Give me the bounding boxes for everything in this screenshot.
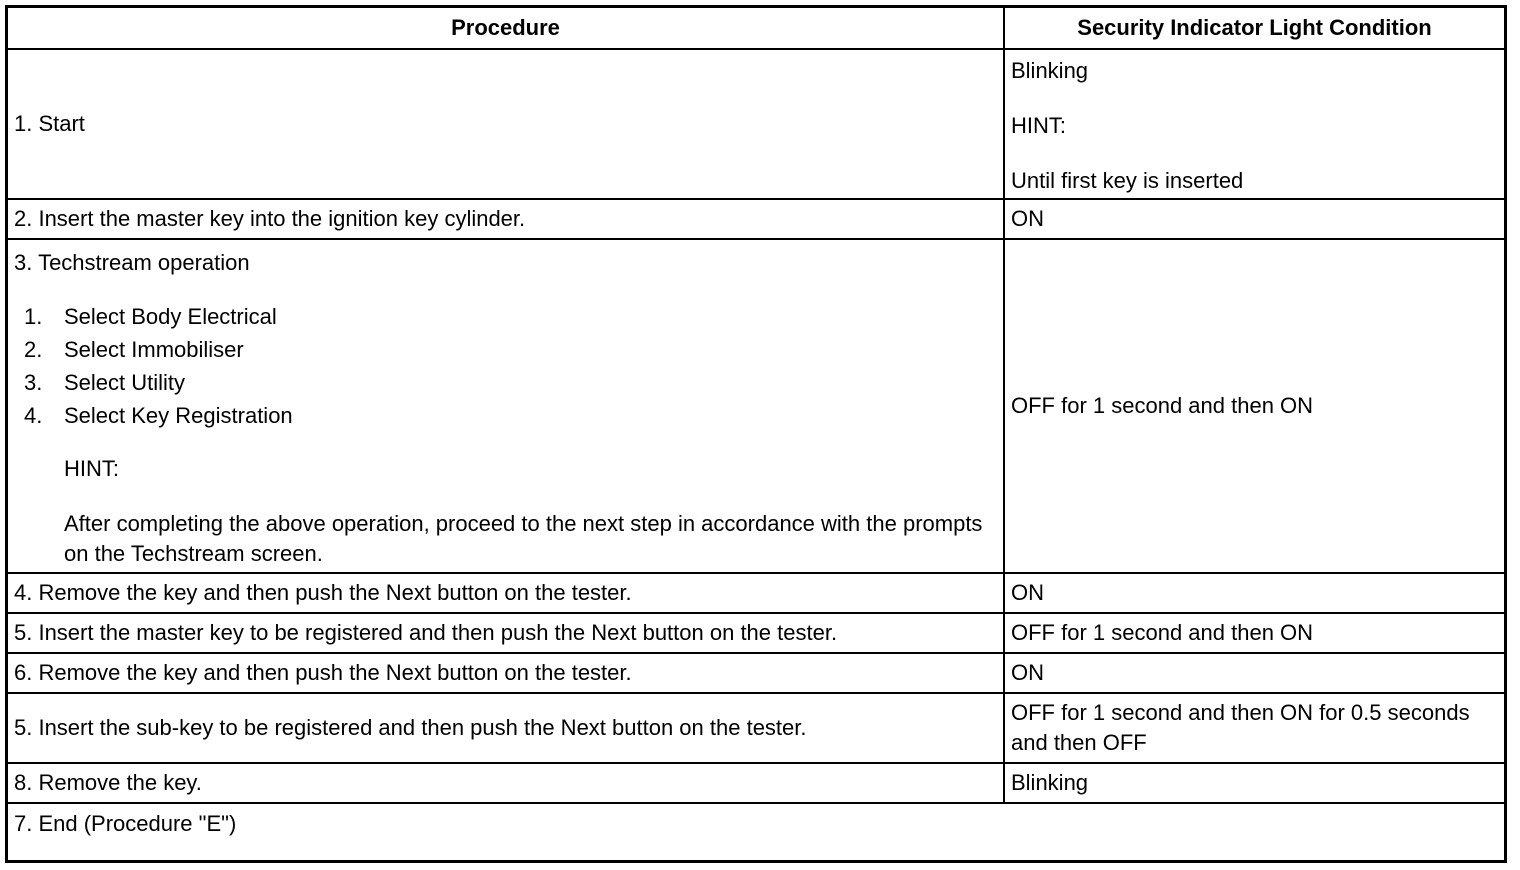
condition-cell: OFF for 1 second and then ON xyxy=(1004,613,1504,653)
procedure-cell-end: 7. End (Procedure "E") xyxy=(8,803,1504,843)
step-number: 3. xyxy=(24,370,43,395)
table-row xyxy=(8,763,1504,803)
table-row xyxy=(8,573,1504,613)
condition-cell: OFF for 1 second and then ON xyxy=(1004,239,1504,573)
hint-text: Until first key is inserted xyxy=(1011,168,1244,193)
table-row xyxy=(8,613,1504,653)
procedure-cell: 6. Remove the key and then push the Next button on the tester. xyxy=(8,653,1004,693)
procedure-cell: 8. Remove the key. xyxy=(8,763,1004,803)
procedure-table xyxy=(8,8,1504,843)
procedure-cell xyxy=(8,239,1004,573)
procedure-cell: 4. Remove the key and then push the Next button on the tester. xyxy=(8,573,1004,613)
header-procedure: Procedure xyxy=(8,8,1004,49)
condition-text: Blinking xyxy=(1011,58,1089,83)
list-item xyxy=(14,300,997,333)
table-row xyxy=(8,239,1504,573)
list-item xyxy=(14,366,997,399)
procedure-cell: 5. Insert the sub-key to be registered and then push the Next button on the tester. xyxy=(8,693,1004,763)
table-row xyxy=(8,693,1504,763)
step-text: Select Immobiliser xyxy=(64,337,244,362)
condition-cell: ON xyxy=(1004,199,1504,239)
procedure-cell: 2. Insert the master key into the ignition key cylinder. xyxy=(8,199,1004,239)
list-item xyxy=(14,333,997,366)
header-security-indicator-condition: Security Indicator Light Condition xyxy=(1004,8,1504,49)
step-number: 1. xyxy=(24,304,43,329)
step-number: 2. xyxy=(24,337,43,362)
procedure-cell: 1. Start xyxy=(8,49,1004,199)
table-row xyxy=(8,199,1504,239)
table-row xyxy=(8,803,1504,843)
hint-label: HINT: xyxy=(1011,113,1066,138)
step-number: 4. xyxy=(24,403,43,428)
condition-cell: Blinking xyxy=(1004,763,1504,803)
hint-label: HINT: xyxy=(64,456,119,481)
hint-block xyxy=(14,454,997,569)
condition-cell: ON xyxy=(1004,573,1504,613)
step-text: Select Key Registration xyxy=(64,403,293,428)
hint-text: After completing the above operation, proceed to the next step in accordance with the prompts on the Techstream screen. xyxy=(64,511,983,566)
procedure-title: 3. Techstream operation xyxy=(14,250,250,275)
table-header-row xyxy=(8,8,1504,49)
condition-cell: ON xyxy=(1004,653,1504,693)
condition-cell: OFF for 1 second and then ON for 0.5 seconds and then OFF xyxy=(1004,693,1504,763)
procedure-cell: 5. Insert the master key to be registered and then push the Next button on the tester. xyxy=(8,613,1004,653)
step-text: Select Utility xyxy=(64,370,186,395)
condition-cell xyxy=(1004,49,1504,199)
list-item xyxy=(14,399,997,432)
procedure-table-frame xyxy=(5,5,1507,863)
table-row xyxy=(8,653,1504,693)
techstream-steps-list xyxy=(14,300,997,432)
step-text: Select Body Electrical xyxy=(64,304,277,329)
table-row xyxy=(8,49,1504,199)
